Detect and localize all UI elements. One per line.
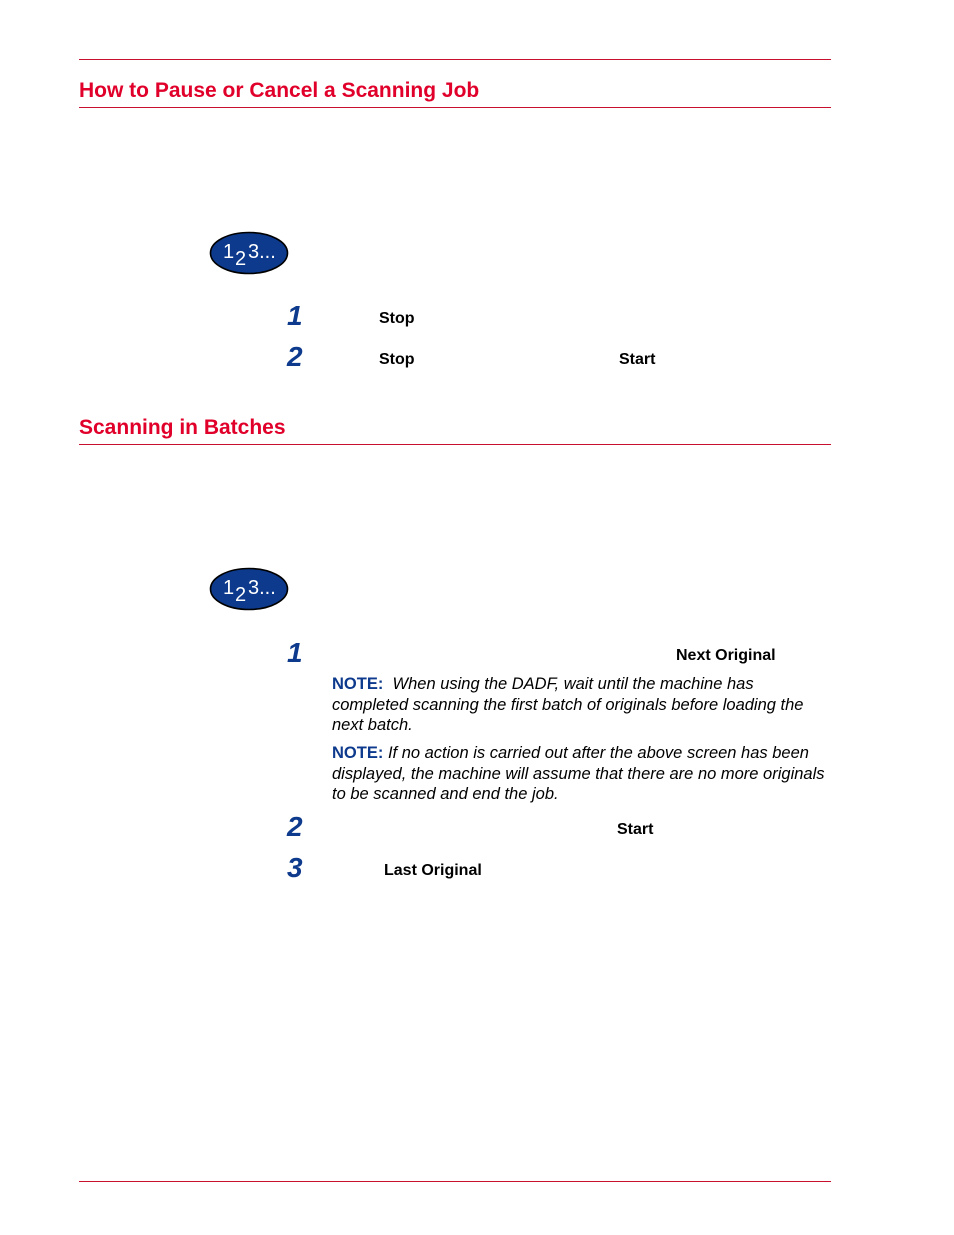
section-heading-batches: Scanning in Batches xyxy=(79,416,286,439)
stop-keyword: Stop xyxy=(379,310,415,327)
top-rule xyxy=(79,59,831,60)
svg-text:3...: 3... xyxy=(248,241,276,263)
bottom-rule xyxy=(79,1181,831,1182)
note-text: When using the DADF, wait until the machine has completed scanning the first batch of originals before loading the next batch. xyxy=(332,675,804,734)
steps-badge-icon xyxy=(209,567,289,611)
heading-underline xyxy=(79,107,831,108)
heading-underline xyxy=(79,444,831,445)
stop-keyword: Stop xyxy=(379,351,415,368)
note-label: NOTE: xyxy=(332,675,384,693)
svg-text:3...: 3... xyxy=(248,577,276,599)
step-number: 1 xyxy=(287,300,303,331)
section-heading-pause-cancel: How to Pause or Cancel a Scanning Job xyxy=(79,79,480,102)
svg-text:1: 1 xyxy=(223,577,235,599)
note-label: NOTE: xyxy=(332,744,384,762)
svg-text:1: 1 xyxy=(223,241,235,263)
next-original-keyword: Next Original xyxy=(676,647,776,664)
start-keyword: Start xyxy=(617,821,654,838)
step-number: 1 xyxy=(287,637,303,668)
svg-text:2: 2 xyxy=(235,248,247,270)
step-number: 3 xyxy=(287,852,303,883)
start-keyword: Start xyxy=(619,351,656,368)
step-number: 2 xyxy=(287,341,303,372)
steps-badge-icon xyxy=(209,231,289,275)
note-dadf xyxy=(332,674,832,736)
note-text: If no action is carried out after the above screen has been displayed, the machine will assume that there are no more originals to be scanned and end the job. xyxy=(332,744,825,803)
step-number: 2 xyxy=(287,811,303,842)
svg-text:2: 2 xyxy=(235,584,247,606)
note-no-action xyxy=(332,743,832,805)
last-original-keyword: Last Original xyxy=(384,862,482,879)
